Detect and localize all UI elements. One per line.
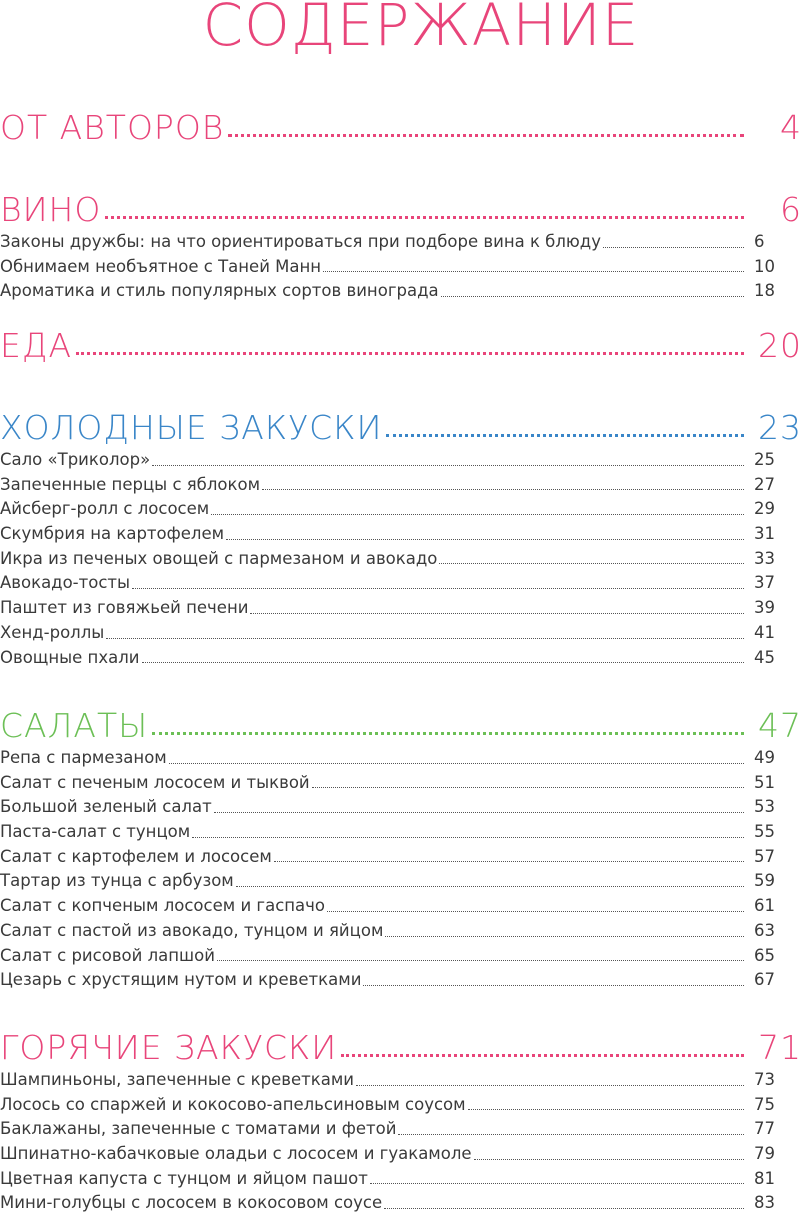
entry-title: Ароматика и стиль популярных сортов винограда — [0, 281, 439, 301]
toc-entry[interactable] — [0, 1167, 802, 1192]
dot-leader — [439, 563, 744, 564]
entry-page-number: 51 — [754, 772, 775, 792]
dot-leader — [370, 1183, 744, 1184]
toc-entry[interactable] — [0, 473, 802, 498]
entry-title: Цветная капуста с тунцом и яйцом пашот — [0, 1168, 368, 1188]
entry-page-number: 53 — [754, 797, 775, 817]
entry-title: Мини-голубцы с лососем в кокосовом соусе — [0, 1193, 383, 1213]
section-title: ХОЛОДНЫЕ ЗАКУСКИ — [0, 408, 383, 447]
entry-title: Шпинатно-кабачковые оладьи с лососем и гуакамоле — [0, 1144, 472, 1164]
toc-entry[interactable] — [0, 230, 802, 255]
entry-page-number: 59 — [754, 871, 775, 891]
entry-title: Сало «Триколор» — [0, 450, 151, 469]
dot-leader — [152, 465, 744, 466]
page-title: СОДЕРЖАНИЕ — [202, 0, 640, 59]
section-title: ВИНО — [0, 190, 102, 229]
toc-entry[interactable] — [0, 1093, 802, 1118]
toc-entry[interactable] — [0, 944, 802, 969]
toc-entry[interactable] — [0, 919, 802, 944]
section-page-number: 4 — [780, 108, 802, 147]
entry-page-number: 77 — [754, 1119, 775, 1139]
entry-title: Большой зеленый салат — [0, 797, 212, 817]
entry-page-number: 6 — [754, 232, 765, 251]
entry-page-number: 61 — [754, 896, 775, 916]
section-heading[interactable] — [0, 706, 802, 746]
entry-title: Лосось со спаржей и кокосово-апельсиновым соусом — [0, 1094, 466, 1114]
dot-leader — [132, 588, 744, 589]
dot-leader — [214, 812, 744, 813]
toc-entry[interactable] — [0, 547, 802, 572]
entry-title: Икра из печеных овощей с пармезаном и авокадо — [0, 548, 438, 568]
entry-page-number: 31 — [754, 524, 775, 544]
toc-entry[interactable] — [0, 571, 802, 596]
dot-leader — [152, 732, 744, 735]
toc-entry[interactable] — [0, 894, 802, 919]
entry-title: Хенд-роллы — [0, 622, 105, 642]
entry-title: Салат с пастой из авокадо, тунцом и яйцом — [0, 920, 384, 940]
entry-title: Скумбрия на картофелем — [0, 524, 225, 544]
entry-page-number: 67 — [754, 970, 775, 990]
section-title: ГОРЯЧИЕ ЗАКУСКИ — [0, 1028, 338, 1067]
dot-leader — [76, 352, 744, 355]
entry-title: Законы дружбы: на что ориентироваться при подборе вина к блюду — [0, 232, 601, 251]
section-heading[interactable] — [0, 408, 802, 448]
toc-entry[interactable] — [0, 845, 802, 870]
section-page-number: 71 — [758, 1028, 802, 1067]
dot-leader — [398, 1134, 744, 1135]
dot-leader — [106, 638, 744, 639]
toc-entry[interactable] — [0, 279, 802, 304]
dot-leader — [142, 662, 745, 663]
section-heading[interactable] — [0, 108, 802, 148]
entry-title: Тартар из тунца с арбузом — [0, 871, 234, 891]
dot-leader — [386, 434, 744, 437]
entry-page-number: 83 — [754, 1193, 775, 1213]
entry-title: Авокадо-тосты — [0, 573, 131, 593]
toc-entry[interactable] — [0, 1117, 802, 1142]
entry-title: Паста-салат с тунцом — [0, 822, 191, 842]
entry-page-number: 10 — [754, 256, 775, 276]
toc-section — [0, 190, 802, 304]
dot-leader — [169, 763, 744, 764]
section-page-number: 20 — [758, 326, 802, 365]
toc-entry[interactable] — [0, 746, 802, 771]
toc-section — [0, 108, 802, 148]
entry-title: Салат с копченым лососем и гаспачо — [0, 896, 326, 916]
entry-page-number: 33 — [754, 548, 775, 568]
dot-leader — [384, 1208, 744, 1209]
section-heading[interactable] — [0, 190, 802, 230]
entry-page-number: 39 — [754, 598, 775, 618]
dot-leader — [603, 247, 744, 248]
entry-title: Шампиньоны, запеченные с креветками — [0, 1070, 354, 1089]
entry-page-number: 18 — [754, 281, 775, 301]
entry-page-number: 75 — [754, 1094, 775, 1114]
toc-entry[interactable] — [0, 1191, 802, 1216]
entry-title: Салат с рисовой лапшой — [0, 945, 215, 965]
toc-entry[interactable] — [0, 596, 802, 621]
entry-page-number: 73 — [754, 1070, 775, 1089]
entry-title: Айсберг-ролл с лососем — [0, 499, 210, 519]
entry-title: Паштет из говяжьей печени — [0, 598, 249, 618]
entry-page-number: 29 — [754, 499, 775, 519]
toc-entry[interactable] — [0, 646, 802, 671]
dot-leader — [236, 886, 744, 887]
entry-page-number: 41 — [754, 622, 775, 642]
section-heading[interactable] — [0, 1028, 802, 1068]
dot-leader — [341, 1054, 744, 1057]
entry-page-number: 63 — [754, 920, 775, 940]
entry-page-number: 57 — [754, 846, 775, 866]
dot-leader — [363, 985, 744, 986]
section-page-number: 47 — [758, 706, 802, 745]
entry-title: Баклажаны, запеченные с томатами и фетой — [0, 1119, 397, 1139]
dot-leader — [312, 787, 744, 788]
entry-page-number: 79 — [754, 1144, 775, 1164]
toc-entry[interactable] — [0, 621, 802, 646]
entry-page-number: 45 — [754, 647, 775, 667]
dot-leader — [228, 134, 744, 137]
toc-entry[interactable] — [0, 968, 802, 993]
dot-leader — [274, 861, 744, 862]
entry-page-number: 49 — [754, 748, 775, 767]
entry-title: Обнимаем необъятное с Таней Манн — [0, 256, 322, 276]
dot-leader — [474, 1159, 744, 1160]
toc-section — [0, 706, 802, 993]
entry-page-number: 55 — [754, 822, 775, 842]
section-title: ЕДА — [0, 326, 73, 365]
toc-entry[interactable] — [0, 255, 802, 280]
toc-entry[interactable] — [0, 522, 802, 547]
entry-title: Репа с пармезаном — [0, 748, 167, 767]
toc-entry[interactable] — [0, 795, 802, 820]
section-heading[interactable] — [0, 326, 802, 366]
dot-leader — [385, 936, 744, 937]
toc-section — [0, 326, 802, 366]
dot-leader — [323, 271, 744, 272]
dot-leader — [468, 1109, 744, 1110]
section-title: САЛАТЫ — [0, 706, 149, 745]
toc-entry[interactable] — [0, 448, 802, 473]
dot-leader — [356, 1085, 744, 1086]
toc-section — [0, 408, 802, 670]
toc-entry[interactable] — [0, 497, 802, 522]
dot-leader — [250, 613, 744, 614]
dot-leader — [226, 539, 744, 540]
section-title: ОТ АВТОРОВ — [0, 108, 225, 147]
entry-title: Салат с картофелем и лососем — [0, 846, 272, 866]
entry-page-number: 37 — [754, 573, 775, 593]
dot-leader — [217, 960, 744, 961]
entry-title: Цезарь с хрустящим нутом и креветками — [0, 970, 362, 990]
entry-title: Запеченные перцы с яблоком — [0, 474, 261, 494]
entry-title: Салат с печеным лососем и тыквой — [0, 772, 310, 792]
section-page-number: 23 — [758, 408, 802, 447]
entry-page-number: 27 — [754, 474, 775, 494]
dot-leader — [211, 514, 744, 515]
section-page-number: 6 — [780, 190, 802, 229]
entry-page-number: 65 — [754, 945, 775, 965]
entry-page-number: 25 — [754, 450, 775, 469]
toc-entry[interactable] — [0, 869, 802, 894]
dot-leader — [262, 489, 744, 490]
toc-entry[interactable] — [0, 771, 802, 796]
toc-entry[interactable] — [0, 1068, 802, 1093]
entry-page-number: 81 — [754, 1168, 775, 1188]
entry-title: Овощные пхали — [0, 647, 140, 667]
dot-leader — [105, 216, 744, 219]
toc-entry[interactable] — [0, 820, 802, 845]
dot-leader — [327, 911, 744, 912]
dot-leader — [441, 296, 744, 297]
toc-entry[interactable] — [0, 1142, 802, 1167]
toc-section — [0, 1028, 802, 1216]
dot-leader — [192, 837, 744, 838]
